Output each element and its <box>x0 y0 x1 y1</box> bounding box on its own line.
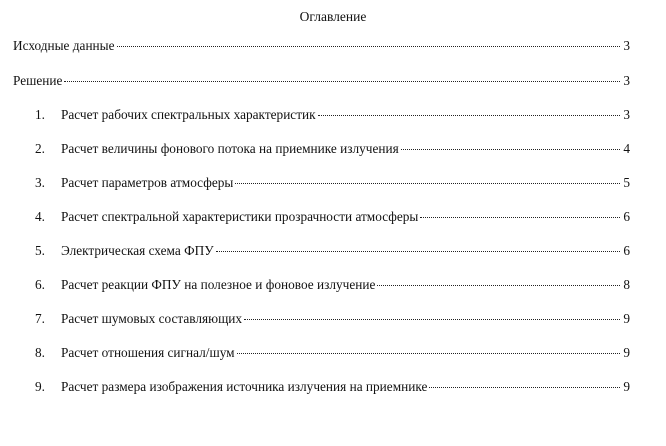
toc-entry-3[interactable] <box>0 173 666 193</box>
toc-entry-9[interactable] <box>0 377 666 397</box>
toc-entry-2[interactable] <box>0 139 666 159</box>
dot-leader <box>64 81 620 82</box>
toc-page-number: 9 <box>623 311 630 326</box>
toc-entry-label: Расчет спектральной характеристики прозрачности атмосферы <box>61 209 419 224</box>
toc-entry-number: 6. <box>35 277 45 292</box>
dot-leader <box>401 149 620 150</box>
toc-entry-number: 9. <box>35 379 45 394</box>
toc-page-number: 6 <box>623 243 630 258</box>
toc-page-number: 5 <box>623 175 630 190</box>
toc-entry-label: Электрическая схема ФПУ <box>61 243 214 258</box>
toc-entry-label: Расчет отношения сигнал/шум <box>61 345 235 360</box>
toc-entry-7[interactable] <box>0 309 666 329</box>
toc-entry-number: 7. <box>35 311 45 326</box>
toc-page-number: 9 <box>623 379 630 394</box>
toc-page-number: 3 <box>623 73 630 88</box>
toc-entry-8[interactable] <box>0 343 666 363</box>
dot-leader <box>235 183 620 184</box>
toc-entry-label: Расчет размера изображения источника излучения на приемнике <box>61 379 428 394</box>
toc-page-number: 6 <box>623 209 630 224</box>
toc-entry-label: Расчет шумовых составляющих <box>61 311 243 326</box>
toc-entry-number: 1. <box>35 107 45 122</box>
toc-entry-initial-data[interactable] <box>0 36 666 56</box>
toc-entry-number: 4. <box>35 209 45 224</box>
toc-page-number: 3 <box>623 107 630 122</box>
toc-entry-label: Расчет рабочих спектральных характеристик <box>61 107 316 122</box>
toc-title: Оглавление <box>299 9 367 24</box>
toc-page-number: 3 <box>623 38 630 53</box>
toc-entry-4[interactable] <box>0 207 666 227</box>
toc-entry-number: 8. <box>35 345 45 360</box>
dot-leader <box>377 285 620 286</box>
dot-leader <box>216 251 620 252</box>
dot-leader <box>318 115 620 116</box>
toc-entry-solution[interactable] <box>0 71 666 91</box>
toc-entry-label: Расчет параметров атмосферы <box>61 175 234 190</box>
toc-page-number: 9 <box>623 345 630 360</box>
toc-entry-number: 5. <box>35 243 45 258</box>
toc-entry-6[interactable] <box>0 275 666 295</box>
toc-entry-5[interactable] <box>0 241 666 261</box>
dot-leader <box>117 46 620 47</box>
toc-entry-label: Расчет величины фонового потока на приемнике излучения <box>61 141 399 156</box>
dot-leader <box>237 353 620 354</box>
toc-entry-number: 2. <box>35 141 45 156</box>
toc-entry-1[interactable] <box>0 105 666 125</box>
toc-entry-label: Расчет реакции ФПУ на полезное и фоновое излучение <box>61 277 376 292</box>
dot-leader <box>429 387 620 388</box>
dot-leader <box>420 217 620 218</box>
toc-entry-label: Исходные данные <box>13 38 115 53</box>
toc-page-number: 8 <box>623 277 630 292</box>
toc-page-number: 4 <box>623 141 630 156</box>
toc-entry-label: Решение <box>13 73 63 88</box>
dot-leader <box>244 319 620 320</box>
toc-entry-number: 3. <box>35 175 45 190</box>
